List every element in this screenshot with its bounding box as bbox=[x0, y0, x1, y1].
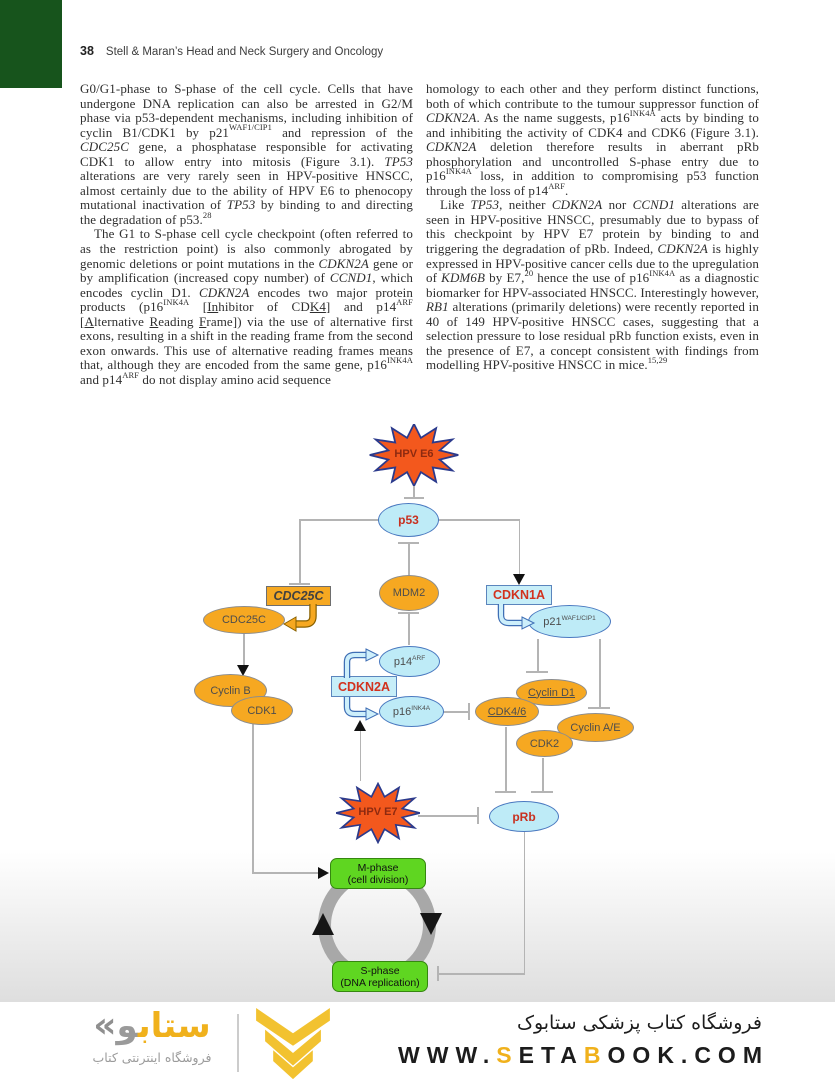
prb-node: pRb bbox=[489, 801, 559, 832]
edge-p14-mdm2-line bbox=[408, 613, 410, 645]
cdc25c-protein-node: CDC25C bbox=[203, 606, 285, 634]
edge-p53-cdc25c-v bbox=[299, 519, 301, 583]
edge-prb-sphase-h bbox=[438, 973, 525, 975]
logo-tagline: فروشگاه اینترنتی کتاب bbox=[92, 1050, 212, 1065]
logo-chevron-glyph: « bbox=[93, 1005, 117, 1046]
cdk4-6-node: CDK4/6 bbox=[475, 697, 539, 726]
cycle-direction-down-arrow-icon bbox=[420, 913, 442, 935]
edge-cdk46-prb-line bbox=[505, 727, 507, 791]
edge-prb-sphase-v bbox=[524, 832, 526, 974]
m-phase-box bbox=[330, 858, 426, 889]
edge-cdk1-activates-mphase-arrowhead bbox=[318, 867, 329, 879]
s-phase-label: S-phase bbox=[360, 964, 400, 977]
cdkn2a-gene-node: CDKN2A bbox=[331, 676, 397, 697]
cycle-direction-up-arrow-icon bbox=[312, 913, 334, 935]
chevron-emblem-icon bbox=[252, 1008, 334, 1080]
edge-e7-inhibits-prb-tbar bbox=[477, 807, 479, 824]
cyclin-b-node: Cyclin B bbox=[194, 674, 267, 707]
cdc25c-gene-node: CDC25C bbox=[266, 586, 331, 606]
edge-cdk2-prb-line bbox=[542, 758, 544, 791]
edge-e7-prb-line bbox=[418, 815, 477, 817]
edge-p53-cdkn1a-v bbox=[519, 519, 521, 574]
running-title: Stell & Maran’s Head and Neck Surgery and Oncology bbox=[105, 46, 384, 58]
edge-cdk2-inhibits-prb-tbar bbox=[531, 791, 553, 793]
right-text-column bbox=[426, 82, 759, 373]
left-text-column bbox=[80, 82, 413, 387]
cyclin-d1-node: Cyclin D1 bbox=[516, 679, 587, 706]
m-phase-sublabel: (cell division) bbox=[347, 873, 409, 886]
edge-cdk1-mphase-h bbox=[252, 872, 318, 874]
paragraph: The G1 to S-phase cell cycle checkpoint (often referred to as the restriction point) is also commonly abrogated by genomic deletions or point mutations in the CDKN2A gene or by amplification (increased copy number) of CCND1, which encodes cyclin D1. CDKN2A encodes two major protein products ($p16^{INK4A}$ [Inhibitor of CDK4] and $p14^{ARF}$ [Alternative Reading Frame]) via the use of alternative first exons, resulting in a shift in the reading frame from the second exon onwards. This use of alternative reading frames means that, although they are encoded from the same gene, $p16^{INK4A}$ and $p14^{ARF}$ do not display amino acid sequence bbox=[80, 226, 414, 387]
website-url[interactable]: WWW.SETABOOK.COM bbox=[398, 1042, 769, 1068]
edge-mdm2-p53-line bbox=[408, 543, 410, 575]
cdk2-node: CDK2 bbox=[516, 730, 573, 757]
edge-p53-cdc25c-h bbox=[299, 519, 379, 521]
p21-node: p21 $^{WAF1/CIP1}$ bbox=[528, 605, 611, 638]
cyclin-a-e-node: Cyclin A/E bbox=[557, 713, 634, 742]
cdk1-node: CDK1 bbox=[231, 696, 293, 725]
corner-decoration bbox=[0, 0, 62, 88]
edge-p21-inhibits-cyclinae-tbar bbox=[588, 707, 610, 709]
page-number: 38 bbox=[80, 44, 94, 58]
hpv-e7-label: HPV E7 bbox=[358, 806, 398, 818]
edge-cdk46-inhibits-prb-tbar bbox=[495, 791, 516, 793]
paragraph: Like TP53, neither CDKN2A nor CCND1 alterations are seen in HPV-positive HNSCC, presumably due to bypass of this checkpoint by HPV E7 protein by binding to and triggering the degradation of pRb. Indeed, CDKN2A is highly expressed in HPV-positive cancer cells due to the upregulation of KDM6B by E7,20 hence the use of $p16^{INK4A}$ as a diagnostic biomarker for HPV-associated HNSCC. Interestingly however, RB1 alterations (primarily deletions) were recently reported in 40 of 149 HPV-positive HNSCC cases, suggesting that a selection pressure to lose residual pRb function exists, even in the presence of E7, a concept consistent with findings from modelling HPV-positive HNSCC in mice.$^{15,29}$ bbox=[426, 197, 759, 373]
edge-p53-inhibits-cdc25c-tbar bbox=[289, 583, 310, 585]
p14arf-node: p14 $^{ARF}$ bbox=[379, 646, 440, 677]
logo-wordmark: ستابو bbox=[116, 1006, 211, 1046]
hpv-e6-label: HPV E6 bbox=[394, 448, 434, 460]
cdc25c-expression-arrow-icon bbox=[283, 603, 321, 633]
p16ink4a-node: p16 $^{INK4A}$ bbox=[379, 696, 444, 727]
cdkn1a-gene-node: CDKN1A bbox=[486, 585, 552, 605]
edge-cdc25c-cyclinb-line bbox=[243, 634, 245, 666]
cdkn2a-p14-arrow-icon bbox=[340, 648, 382, 678]
edge-p53-activates-cdkn1a-arrowhead bbox=[513, 574, 525, 585]
edge-p16-cdk46-line bbox=[443, 711, 469, 713]
edge-prb-inhibits-sphase-tbar bbox=[437, 966, 439, 981]
edge-p21-inhibits-cyclind1-tbar bbox=[526, 671, 548, 673]
edge-e7-cdkn2a-line bbox=[360, 731, 362, 781]
hpv-e7-node bbox=[336, 782, 420, 844]
edge-p16-inhibits-cdk46-tbar bbox=[468, 703, 470, 720]
m-phase-label: M-phase bbox=[357, 861, 399, 874]
store-name-text: فروشگاه کتاب پزشکی ستابوک bbox=[516, 1012, 762, 1034]
cdkn2a-p16-arrow-icon bbox=[340, 697, 382, 725]
p53-node: p53 bbox=[378, 503, 439, 537]
edge-e6-inhibits-p53-tbar bbox=[404, 497, 424, 499]
edge-p21-cyclind1-line bbox=[537, 639, 539, 672]
s-phase-sublabel: (DNA replication) bbox=[340, 976, 420, 989]
paragraph: homology to each other and they perform distinct functions, both of which contribute to the tumour suppressor function of CDKN2A. As the name suggests, $p16^{INK4A}$ acts by binding to and inhibiting the activity of CDK4 and CDK6 (Figure 3.1). CDKN2A deletion therefore results in aberrant pRb phosphorylation and uncontrolled S-phase entry due to $p16^{INK4A}$ loss, in addition to compromising p53 function through the loss of $p14^{ARF}$. bbox=[426, 81, 759, 198]
paragraph: G0/G1-phase to S-phase of the cell cycle. Cells that have undergone DNA replication can also be arrested in G2/M phase via p53-dependent mechanisms, including inhibition of cyclin B1/CDK1 by $p21^{WAF1/CIP1}$ and repression of the CDC25C gene, a phosphatase responsible for activating CDK1 to allow entry into mitosis (Figure 3.1). TP53 alterations are very rarely seen in HPV-positive HNSCC, almost certainly due to the ability of HPV E6 to phenocopy mutational inactivation of TP53 by binding to and directing the degradation of p53.28 bbox=[80, 81, 414, 227]
footer-divider bbox=[237, 1014, 239, 1072]
edge-cdk1-mphase-v bbox=[252, 723, 254, 872]
running-head bbox=[80, 44, 383, 58]
edge-p21-cyclinae-line bbox=[599, 639, 601, 708]
hpv-e6-node bbox=[366, 424, 462, 486]
cdkn1a-expression-arrow-icon bbox=[494, 604, 536, 632]
mdm2-node: MDM2 bbox=[379, 575, 439, 611]
edge-p53-cdkn1a-h bbox=[438, 519, 520, 521]
setabook-logo bbox=[72, 1006, 232, 1046]
s-phase-box bbox=[332, 961, 428, 992]
